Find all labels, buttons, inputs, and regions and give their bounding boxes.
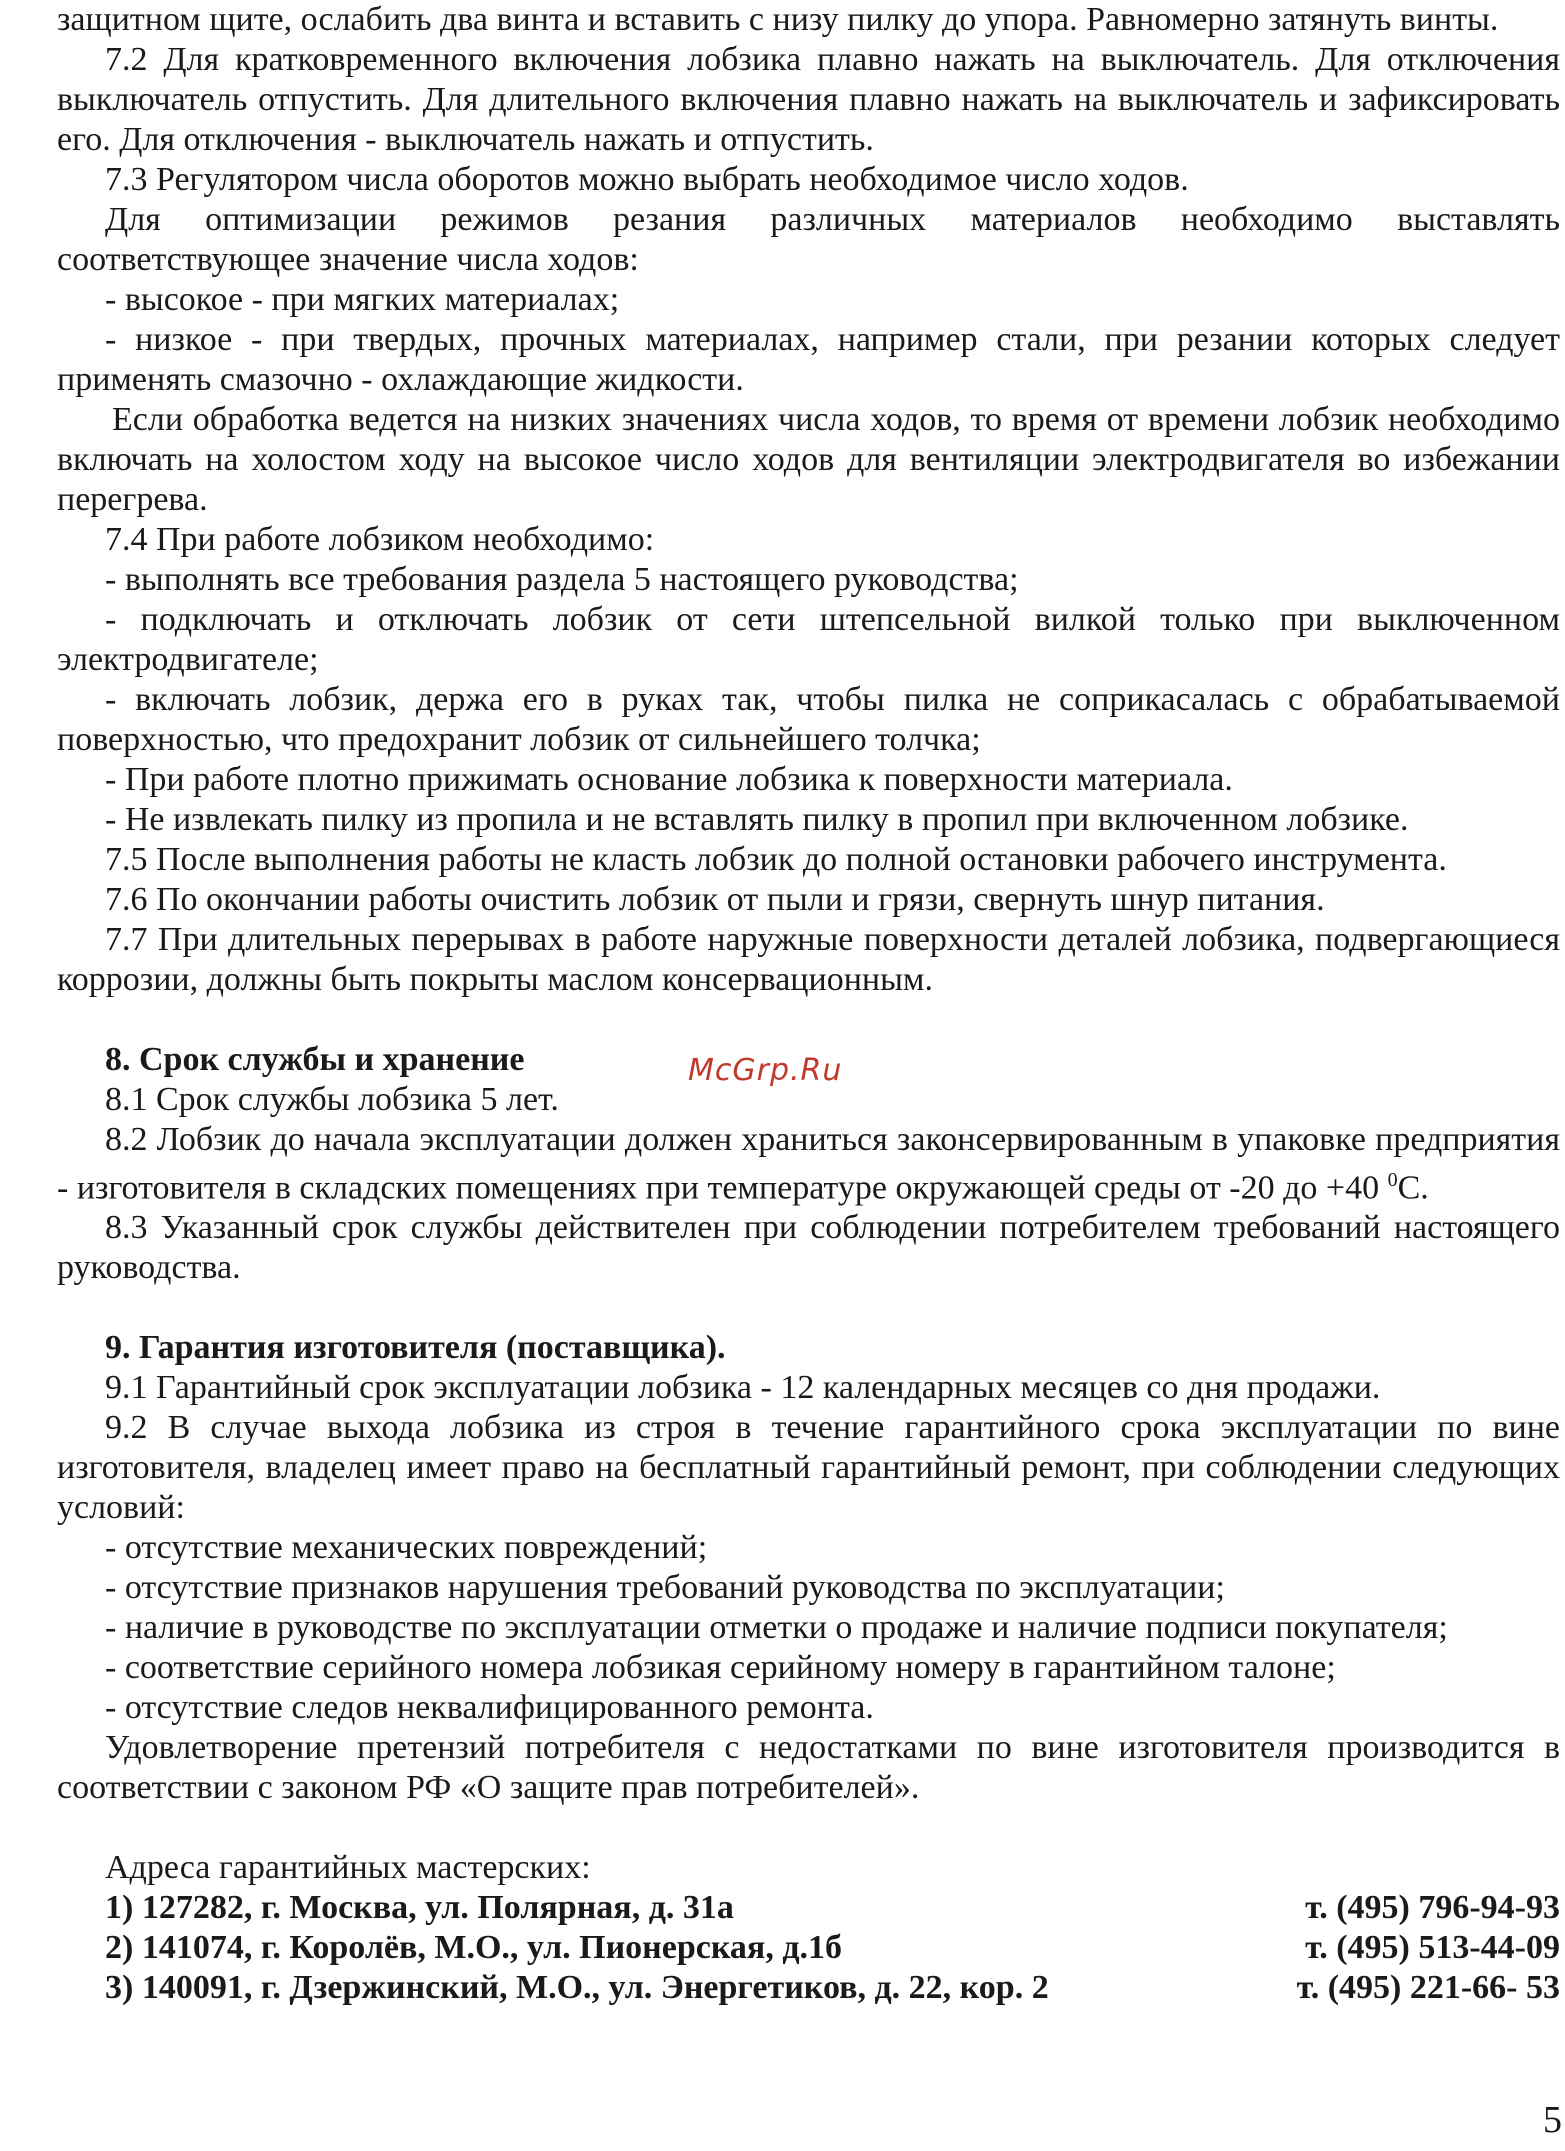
- bullet-high-speed: - высокое - при мягких материалах;: [105, 281, 620, 318]
- workshop-address-2: [57, 1928, 1560, 1968]
- paragraph-7-4: 7.4 При работе лобзиком необходимо:: [105, 521, 655, 558]
- workshops-title: Адреса гарантийных мастерских:: [105, 1849, 591, 1887]
- paragraph-9-1: 9.1 Гарантийный срок эксплуатации лобзика - 12 календарных месяцев со дня продажи.: [105, 1369, 1381, 1407]
- paragraph-7-6: 7.6 По окончании работы очистить лобзик от пыли и грязи, свернуть шнур питания.: [105, 881, 1325, 918]
- paragraph-8-2-text: 8.2 Лобзик до начала эксплуатации должен храниться законсервированным в упаковке предприятия - изготовителя в складских помещениях при температуре окружающей среды от -20 до +40: [57, 1121, 1560, 1207]
- section-9-heading: 9. Гарантия изготовителя (поставщика).: [105, 1329, 726, 1367]
- bullet-requirement-3: - включать лобзик, держа его в руках так, чтобы пилка не соприкасалась с обрабатываемой поверхностью, что предохранит лобзик от сильнейшего толчка;: [57, 681, 1560, 758]
- paragraph-low-speed-note: Если обработка ведется на низких значениях числа ходов, то время от времени лобзик необходимо включать на холостом ходу на высокое число ходов для вентиляции электродвигателя во избежании перегрева.: [57, 401, 1560, 518]
- paragraph-7-2: 7.2 Для кратковременного включения лобзика плавно нажать на выключатель. Для отключения выключатель отпустить. Для длительного включения плавно нажать на выключатель и зафиксировать его. Для отключения - выключатель нажать и отпустить.: [57, 41, 1560, 158]
- bullet-condition-4: - соответствие серийного номера лобзикая серийному номеру в гарантийном талоне;: [105, 1649, 1336, 1687]
- degree-superscript: 0: [1387, 1169, 1398, 1191]
- bullet-condition-5: - отсутствие следов неквалифицированного ремонта.: [105, 1689, 874, 1727]
- page-number: 5: [1543, 2099, 1562, 2141]
- temperature-unit: С.: [1397, 1169, 1429, 1207]
- workshop-address-1: [57, 1888, 1560, 1928]
- workshop-address-text: 1) 127282, г. Москва, ул. Полярная, д. 31а: [105, 1889, 734, 1927]
- paragraph-8-1: 8.1 Срок службы лобзика 5 лет.: [105, 1081, 559, 1118]
- bullet-condition-2: - отсутствие признаков нарушения требований руководства по эксплуатации;: [105, 1569, 1225, 1607]
- workshop-address-text: 2) 141074, г. Королёв, М.О., ул. Пионерская, д.1б: [105, 1929, 843, 1967]
- workshop-phone: т. (495) 513-44-09: [1305, 1929, 1560, 1967]
- paragraph-9-2: 9.2 В случае выхода лобзика из строя в течение гарантийного срока эксплуатации по вине изготовителя, владелец имеет право на бесплатный гарантийный ремонт, при соблюдении следующих условий:: [57, 1409, 1560, 1527]
- paragraph-7-3: 7.3 Регулятором числа оборотов можно выбрать необходимое число ходов.: [105, 161, 1189, 198]
- watermark: McGrp.Ru: [688, 1053, 843, 1088]
- bullet-condition-1: - отсутствие механических повреждений;: [105, 1529, 708, 1567]
- paragraph-claims: Удовлетворение претензий потребителя с недостатками по вине изготовителя производится в соответствии с законом РФ «О защите прав потребителей».: [57, 1729, 1560, 1807]
- workshop-address-text: 3) 140091, г. Дзержинский, М.О., ул. Энергетиков, д. 22, кор. 2: [105, 1969, 1049, 2007]
- bullet-requirement-5: - Не извлекать пилку из пропила и не вставлять пилку в пропил при включенном лобзике.: [105, 801, 1409, 838]
- bullet-condition-3: - наличие в руководстве по эксплуатации отметки о продаже и наличие подписи покупателя;: [105, 1609, 1448, 1647]
- workshop-phone: т. (495) 796-94-93: [1305, 1889, 1560, 1927]
- workshop-phone: т. (495) 221-66- 53: [1296, 1969, 1560, 2007]
- paragraph-7-7: 7.7 При длительных перерывах в работе наружные поверхности деталей лобзика, подвергающиеся коррозии, должны быть покрыты маслом консервационным.: [57, 921, 1560, 998]
- paragraph-optimization: Для оптимизации режимов резания различных материалов необходимо выставлять соответствующее значение числа ходов:: [57, 201, 1560, 278]
- paragraph-8-2: [57, 1120, 1560, 1208]
- paragraph-7-5: 7.5 После выполнения работы не класть лобзик до полной остановки рабочего инструмента.: [105, 841, 1447, 878]
- bullet-low-speed: - низкое - при твердых, прочных материалах, например стали, при резании которых следует применять смазочно - охлаждающие жидкости.: [57, 321, 1560, 398]
- bullet-requirement-2: - подключать и отключать лобзик от сети штепсельной вилкой только при выключенном электродвигателе;: [57, 601, 1560, 678]
- section-8-heading: 8. Срок службы и хранение: [105, 1041, 525, 1078]
- document-page: [57, 0, 1560, 2008]
- paragraph-8-3: 8.3 Указанный срок службы действителен при соблюдении потребителем требований настоящего руководства.: [57, 1209, 1560, 1287]
- bullet-requirement-4: - При работе плотно прижимать основание лобзика к поверхности материала.: [105, 761, 1233, 798]
- bullet-requirement-1: - выполнять все требования раздела 5 настоящего руководства;: [105, 561, 1019, 598]
- paragraph-7-1-continued: защитном щите, ослабить два винта и вставить с низу пилку до упора. Равномерно затянуть винты.: [57, 1, 1499, 38]
- workshop-address-3: [57, 1968, 1560, 2008]
